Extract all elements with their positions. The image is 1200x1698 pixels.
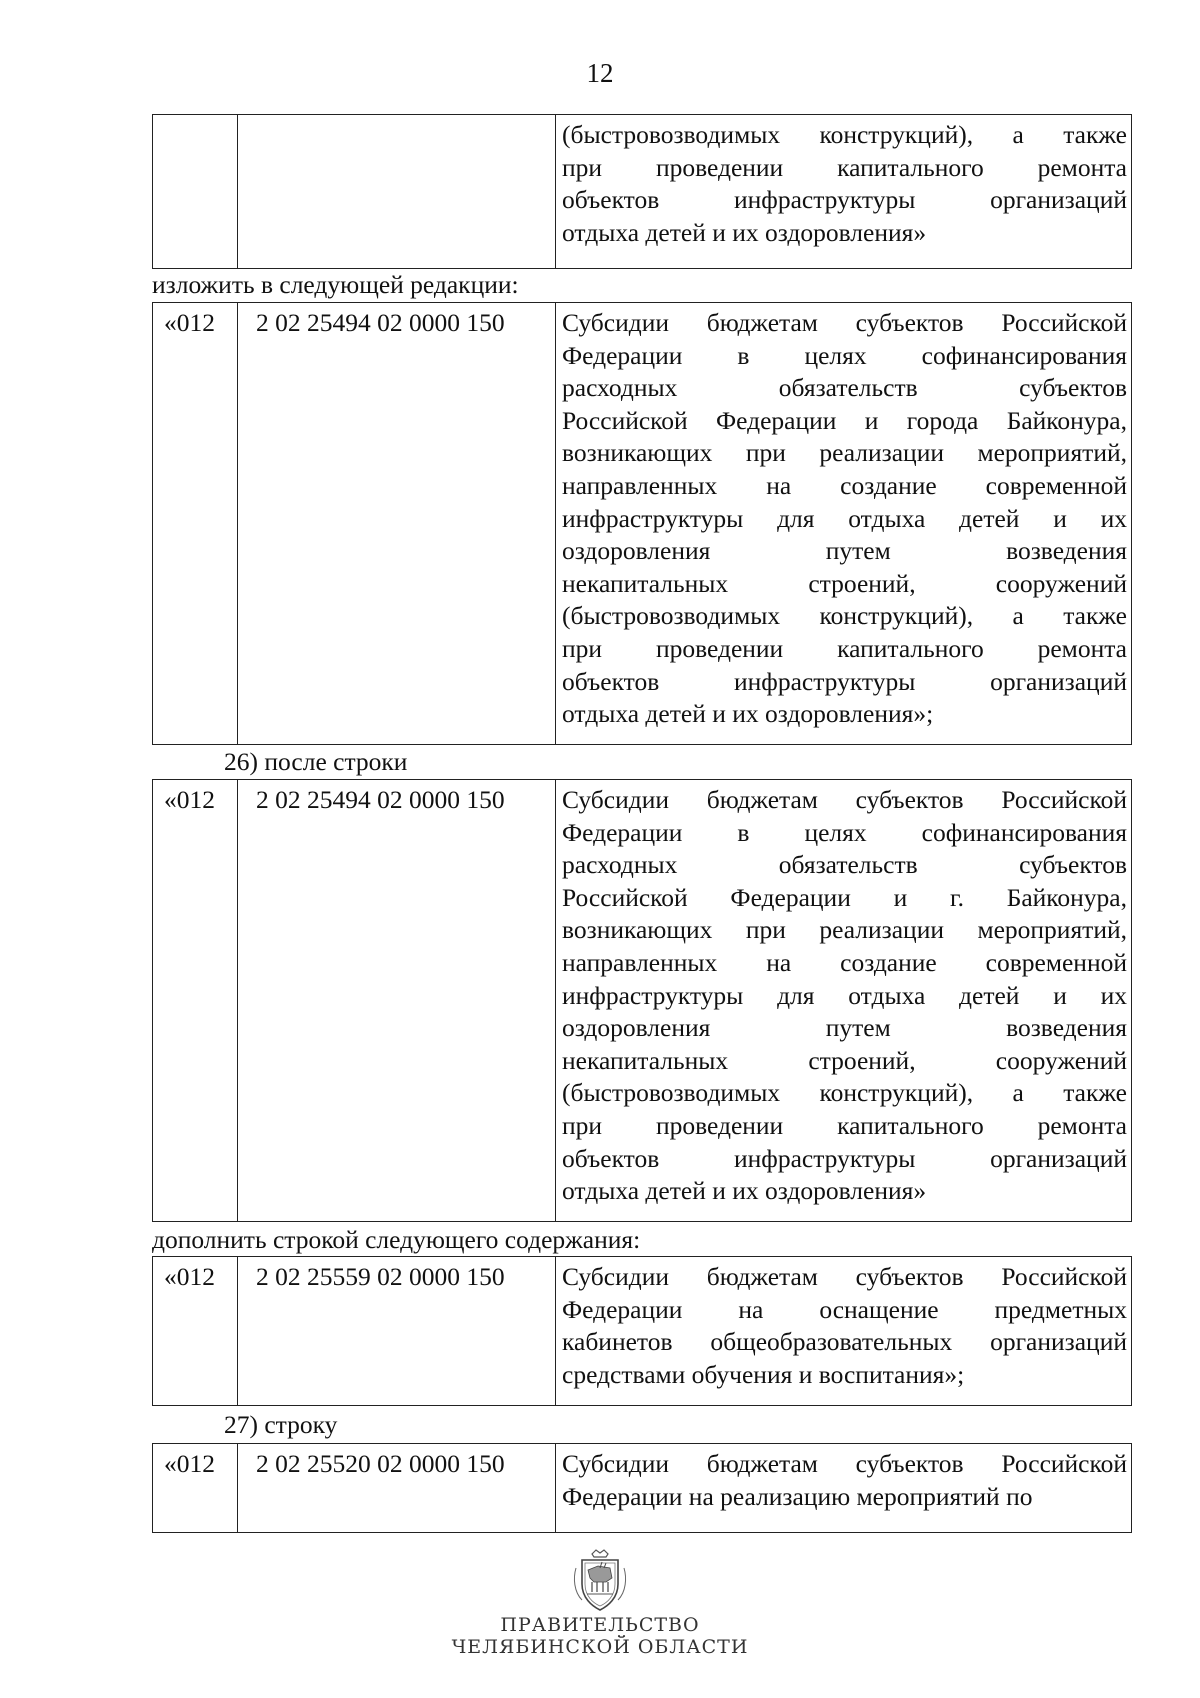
instruction-text: дополнить строкой следующего содержания: (152, 1225, 641, 1254)
instruction-text: изложить в следующей редакции: (152, 270, 519, 299)
description-line: кабинетов общеобразовательных организаций (562, 1327, 1127, 1357)
description-line: возникающих при реализации мероприятий, (562, 438, 1127, 468)
description-line: объектов инфраструктуры организаций (562, 185, 1127, 215)
description-line: объектов инфраструктуры организаций (562, 1143, 1127, 1173)
description-line: Субсидии бюджетам субъектов Российской (562, 1449, 1127, 1478)
table-cell-admin-code: «012 (153, 1257, 238, 1405)
description-line: при проведении капитального ремонта (562, 1110, 1127, 1140)
description-line: расходных обязательств субъектов (562, 373, 1127, 403)
table-row-block2 (152, 302, 1132, 745)
table-cell-admin-code: «012 (153, 780, 238, 1221)
description-line: Российской Федерации и г. Байконура, (562, 882, 1127, 912)
description-line: Федерации в целях софинансирования (562, 340, 1127, 370)
footer (0, 1548, 1200, 1658)
description-line: направленных на создание современной (562, 470, 1127, 500)
description-line: Федерации в целях софинансирования (562, 817, 1127, 847)
description-line: Субсидии бюджетам субъектов Российской (562, 1262, 1127, 1291)
table-cell-description (556, 115, 1131, 268)
description-line: отдыха детей и их оздоровления»; (562, 699, 934, 729)
table-cell-description (556, 780, 1131, 1221)
table-cell-description (556, 1444, 1131, 1532)
description-line: (быстровозводимых конструкций), а также (562, 1078, 1127, 1108)
description-line: направленных на создание современной (562, 947, 1127, 977)
table-cell-budget-code (238, 115, 556, 268)
description-line: Субсидии бюджетам субъектов Российской (562, 785, 1127, 814)
description-line: Российской Федерации и города Байконура, (562, 405, 1127, 435)
table-row-block1 (152, 114, 1132, 269)
description-line: некапитальных строений, сооружений (562, 568, 1127, 598)
description-line: Федерации на реализацию мероприятий по (562, 1481, 1033, 1511)
description-line: возникающих при реализации мероприятий, (562, 915, 1127, 945)
page-number: 12 (586, 58, 614, 88)
chelyabinsk-coat-of-arms-icon (570, 1548, 630, 1614)
description-line: отдыха детей и их оздоровления» (562, 1176, 927, 1206)
description-line: Субсидии бюджетам субъектов Российской (562, 308, 1127, 337)
table-row-block5 (152, 1443, 1132, 1533)
description-line: отдыха детей и их оздоровления» (562, 217, 927, 247)
table-cell-budget-code: 2 02 25559 02 0000 150 (238, 1257, 556, 1405)
description-line: инфраструктуры для отдыха детей и их (562, 980, 1127, 1010)
table-cell-admin-code: «012 (153, 303, 238, 744)
description-line: оздоровления путем возведения (562, 1013, 1127, 1043)
instruction-text: 26) после строки (224, 747, 408, 776)
description-line: инфраструктуры для отдыха детей и их (562, 503, 1127, 533)
description-line: Федерации на оснащение предметных (562, 1294, 1127, 1324)
description-line: некапитальных строений, сооружений (562, 1045, 1127, 1075)
description-line: оздоровления путем возведения (562, 536, 1127, 566)
description-line: средствами обучения и воспитания»; (562, 1359, 965, 1389)
table-cell-budget-code: 2 02 25520 02 0000 150 (238, 1444, 556, 1532)
footer-org-line2: ЧЕЛЯБИНСКОЙ ОБЛАСТИ (451, 1636, 749, 1658)
table-cell-budget-code: 2 02 25494 02 0000 150 (238, 303, 556, 744)
description-line: объектов инфраструктуры организаций (562, 666, 1127, 696)
table-cell-admin-code (153, 115, 238, 268)
table-cell-description (556, 303, 1131, 744)
footer-org-line1: ПРАВИТЕЛЬСТВО (500, 1614, 700, 1636)
table-row-block3 (152, 779, 1132, 1222)
description-line: расходных обязательств субъектов (562, 850, 1127, 880)
instruction-text: 27) строку (224, 1410, 338, 1439)
table-row-block4 (152, 1256, 1132, 1406)
table-cell-budget-code: 2 02 25494 02 0000 150 (238, 780, 556, 1221)
table-cell-admin-code: «012 (153, 1444, 238, 1532)
table-cell-description (556, 1257, 1131, 1405)
description-line: (быстровозводимых конструкций), а также (562, 120, 1127, 149)
description-line: при проведении капитального ремонта (562, 633, 1127, 663)
description-line: при проведении капитального ремонта (562, 152, 1127, 182)
description-line: (быстровозводимых конструкций), а также (562, 601, 1127, 631)
